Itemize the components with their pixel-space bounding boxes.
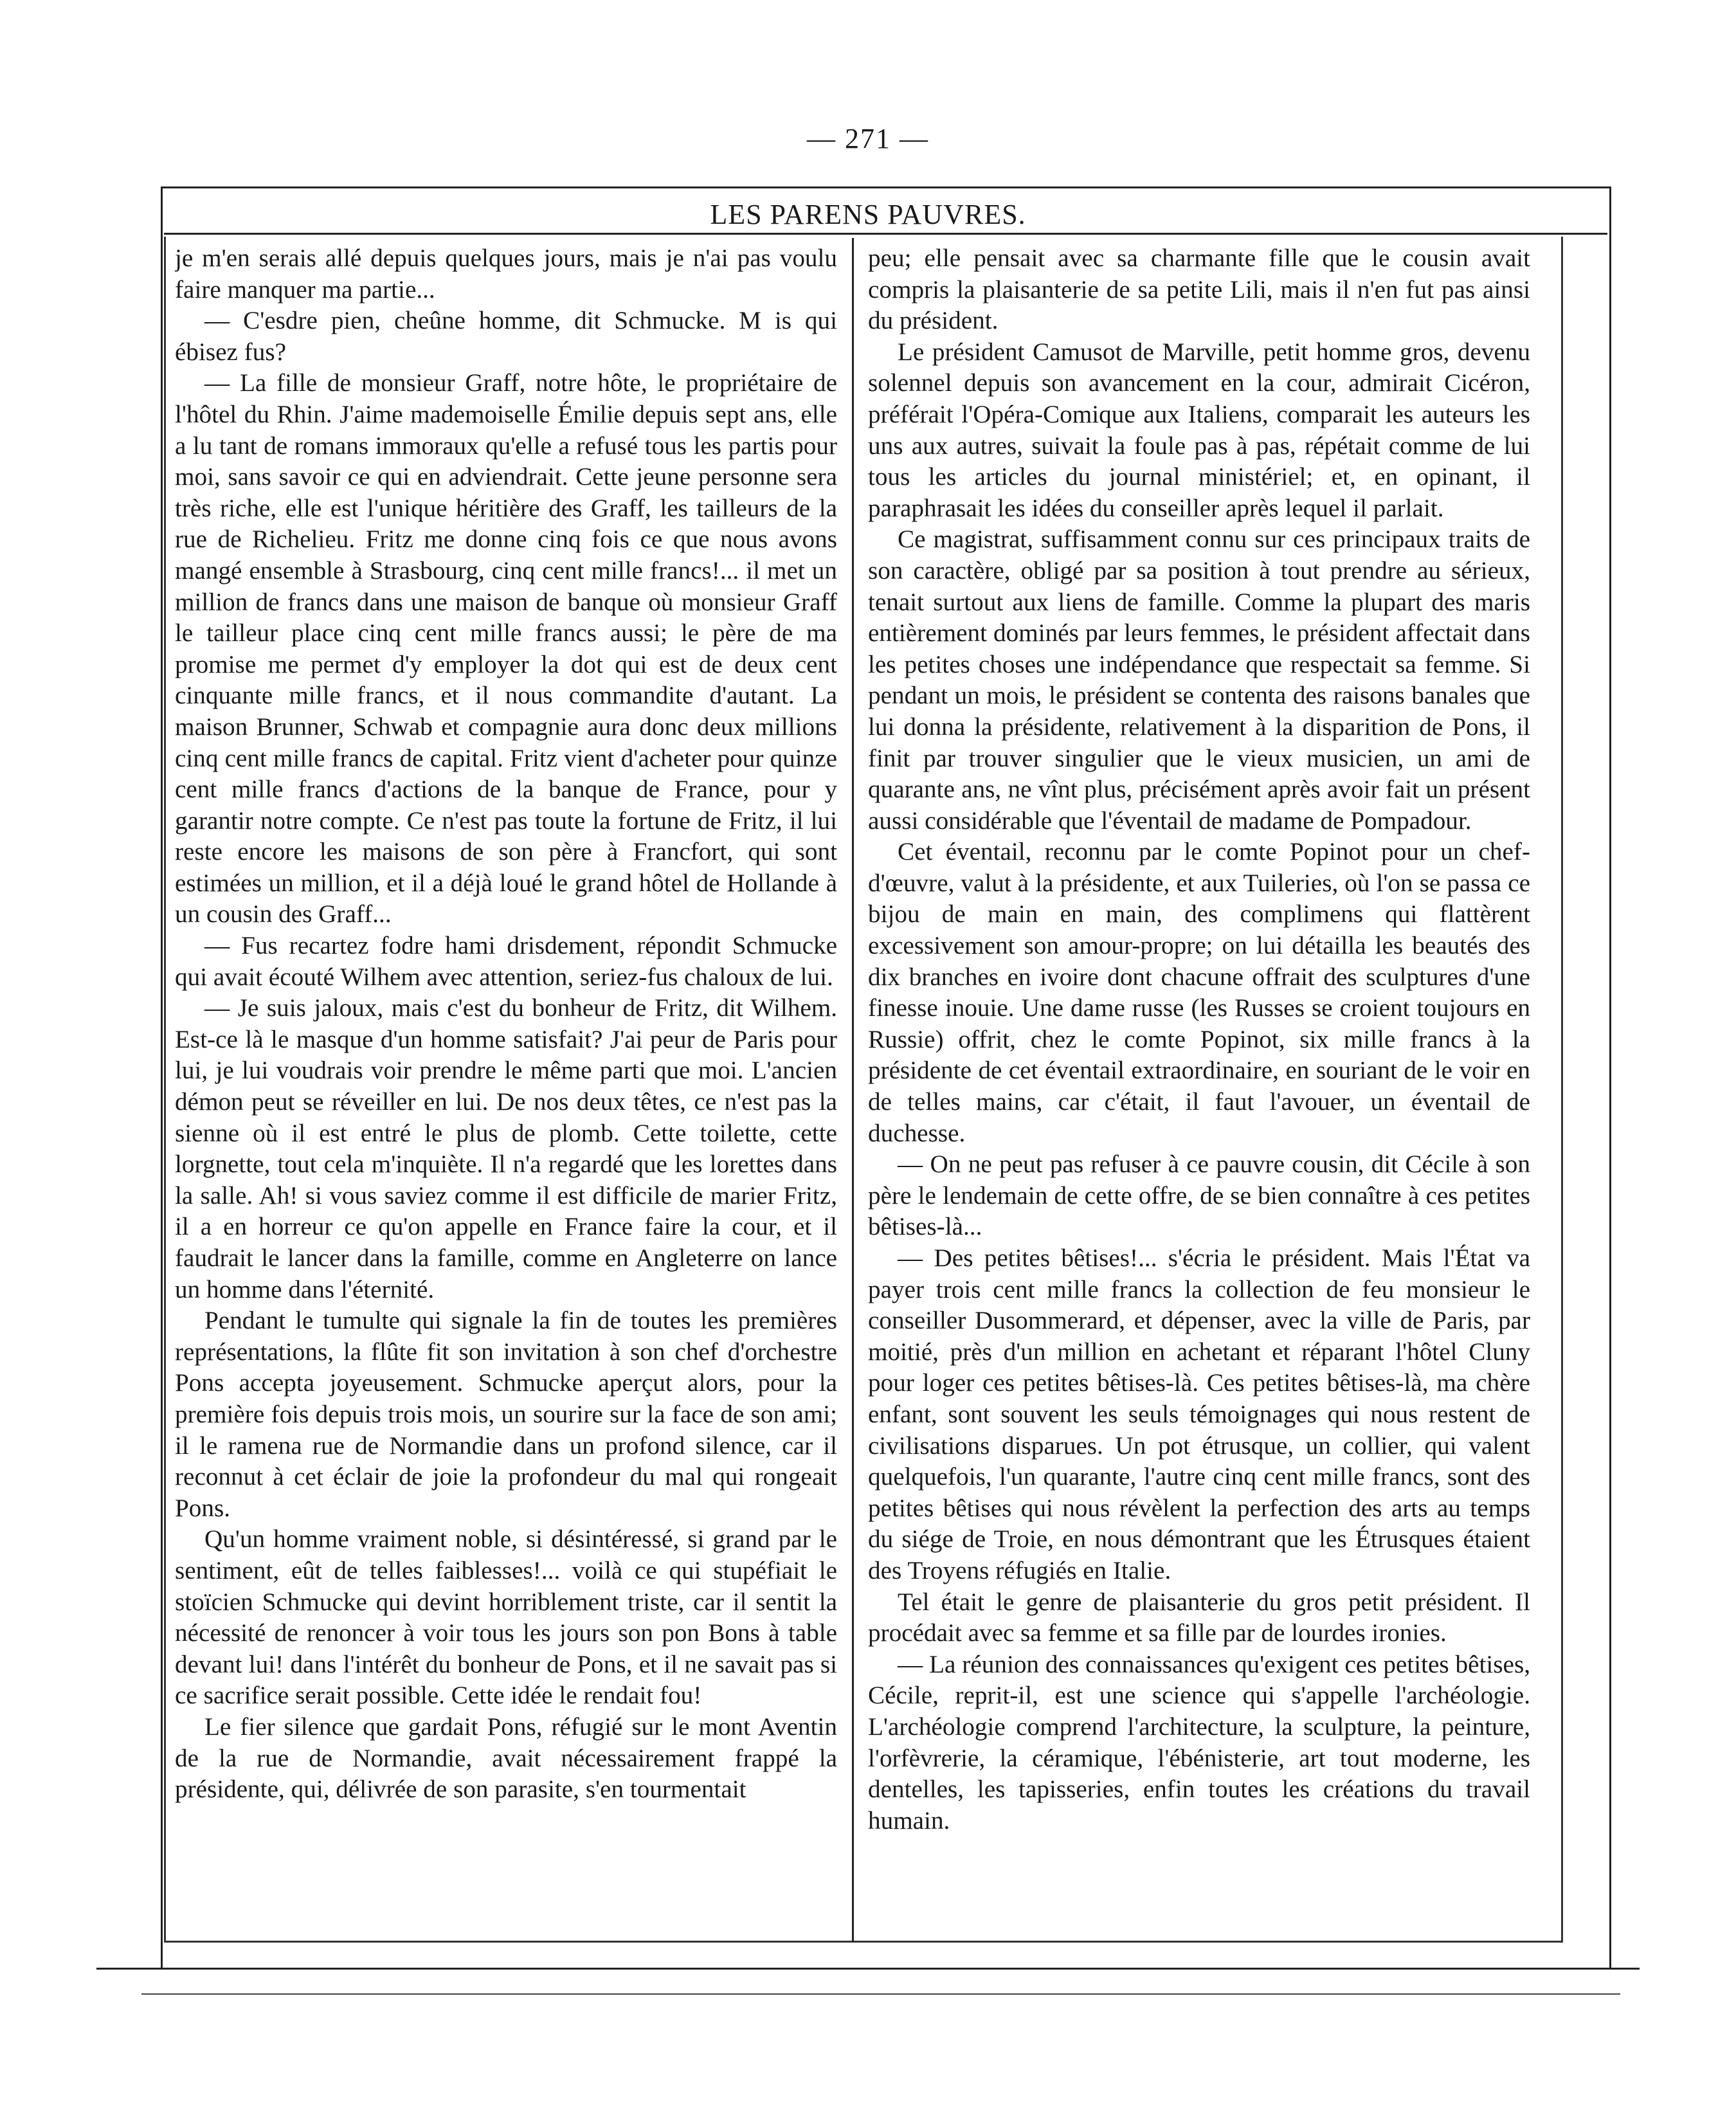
paragraph: — La réunion des connaissances qu'exigent ces petites bêtises, Cécile, reprit-il, est une science qui s'appelle l'archéologie. L'archéologie comprend l'architecture, la sculpture, la peinture, l'orfèvrerie, la céramique, l'ébénisterie, art tout moderne, les dentelles, les tapisseries, enfin toutes les créations du travail humain.	[868, 1650, 1530, 1835]
bottom-rule-secondary	[141, 1993, 1620, 1995]
bottom-rule	[96, 1968, 1640, 1970]
paragraph: Pendant le tumulte qui signale la fin de toutes les premières représentations, la flûte fit son invitation à son chef d'orchestre Pons accepta joyeusement. Schmucke aperçut alors, pour la première fois depuis trois mois, un sourire sur la face de son ami; il le ramena rue de Normandie dans un profond silence, car il reconnut à cet éclair de joie la profondeur du mal qui rongeait Pons.	[175, 1307, 837, 1522]
paragraph: Cet éventail, reconnu par le comte Popinot pour un chef-d'œuvre, valut à la présidente, et aux Tuileries, où l'on se passa ce bijou de main en main, des complimens qui flattèrent excessivement son amour-propre; on lui détailla les beautés des dix branches en ivoire dont chacune offrait des sculptures d'une finesse inouie. Une dame russe (les Russes se croient toujours en Russie) offrit, chez le comte Popinot, six mille francs à la présidente de cet éventail extraordinaire, en souriant de le voir en de telles mains, car c'était, il faut l'avouer, un éventail de duchesse.	[868, 838, 1530, 1147]
paragraph: je m'en serais allé depuis quelques jours, mais je n'ai pas voulu faire manquer ma partie...	[175, 244, 837, 304]
paragraph: Qu'un homme vraiment noble, si désintéressé, si grand par le sentiment, eût de telles faiblesses!... voilà ce qui stupéfiait le stoïcien Schmucke qui devint horriblement triste, car il sentit la nécessité de renoncer à voir tous les jours son pon Bons à table devant lui! dans l'intérêt du bonheur de Pons, et il ne savait pas si ce sacrifice serait possible. Cette idée le rendait fou!	[175, 1525, 837, 1710]
page-number: — 271 —	[807, 123, 929, 154]
paragraph: — Je suis jaloux, mais c'est du bonheur de Fritz, dit Wilhem. Est-ce là le masque d'un homme satisfait? J'ai peur de Paris pour lui, je lui voudrais voir prendre le même parti que moi. L'ancien démon peut se réveiller en lui. De nos deux têtes, ce n'est pas la sienne où il est entré le plus de plomb. Cette toilette, cette lorgnette, tout cela m'inquiète. Il n'a regardé que les lorettes dans la salle. Ah! si vous saviez comme il est difficile de marier Fritz, il a en horreur ce qu'on appelle en France faire la cour, et il faudrait le lancer dans la famille, comme en Angleterre on lance un homme dans l'éternité.	[175, 994, 837, 1303]
paragraph: — On ne peut pas refuser à ce pauvre cousin, dit Cécile à son père le lendemain de cette offre, de se bien connaître à ces petites bêtises-là...	[868, 1150, 1530, 1241]
right-column	[868, 243, 1530, 1941]
paragraph: — Des petites bêtises!... s'écria le président. Mais l'État va payer trois cent mille francs la collection de feu monsieur le conseiller Dusommerard, et dépenser, avec la ville de Paris, par moitié, près d'un million en achetant et réparant l'hôtel Cluny pour loger ces petites bêtises-là. Ces petites bêtises-là, ma chère enfant, sont souvent les seuls témoignages qui nous restent de civilisations disparues. Un pot étrusque, un collier, qui valent quelquefois, l'un quarante, l'autre cinq cent mille francs, sont des petites bêtises qui nous révèlent la perfection des arts au temps du siége de Troie, en nous démontrant que les Étrusques étaient des Troyens réfugiés en Italie.	[868, 1244, 1530, 1584]
paragraph: — C'esdre pien, cheûne homme, dit Schmucke. M is qui ébisez fus?	[175, 307, 837, 366]
column-divider	[852, 238, 854, 1942]
running-head: LES PARENS PAUVRES.	[710, 199, 1026, 230]
paragraph: peu; elle pensait avec sa charmante fille que le cousin avait compris la plaisanterie de sa petite Lili, mais il n'en fut pas ainsi du président.	[868, 244, 1530, 335]
paragraph: — Fus recartez fodre hami drisdement, répondit Schmucke qui avait écouté Wilhem avec attention, seriez-fus chaloux de lui.	[175, 932, 837, 991]
head-rule	[164, 233, 1607, 235]
paragraph: Le fier silence que gardait Pons, réfugié sur le mont Aventin de la rue de Normandie, avait nécessairement frappé la présidente, qui, délivrée de son parasite, s'en tourmentait	[175, 1712, 837, 1804]
paragraph: — La fille de monsieur Graff, notre hôte, le propriétaire de l'hôtel du Rhin. J'aime mademoiselle Émilie depuis sept ans, elle a lu tant de romans immoraux qu'elle a refusé tous les partis pour moi, sans savoir ce qui en adviendrait. Cette jeune personne sera très riche, elle est l'unique héritière des Graff, les tailleurs de la rue de Richelieu. Fritz me donne cinq fois ce que nous avons mangé ensemble à Strasbourg, cinq cent mille francs!... il met un million de francs dans une maison de banque où monsieur Graff le tailleur place cinq cent mille francs aussi; le père de ma promise me permet d'y employer la dot qui est de deux cent cinquante mille francs, et il nous commandite d'autant. La maison Brunner, Schwab et compagnie aura donc deux millions cinq cent mille francs de capital. Fritz vient d'acheter pour quinze cent mille francs d'actions de la banque de France, pour y garantir notre compte. Ce n'est pas toute la fortune de Fritz, il lui reste encore les maisons de son père à Francfort, qui sont estimées un million, et il a déjà loué le grand hôtel de Hollande à un cousin des Graff...	[175, 369, 837, 929]
paragraph: Le président Camusot de Marville, petit homme gros, devenu solennel depuis son avancement en la cour, admirait Cicéron, préférait l'Opéra-Comique aux Italiens, comparait les auteurs les uns aux autres, suivait la foule pas à pas, répétait comme de lui tous les articles du journal ministériel; et, en opinant, il paraphrasait les idées du conseiller après lequel il parlait.	[868, 338, 1530, 522]
left-column	[175, 243, 837, 1941]
paragraph: Ce magistrat, suffisamment connu sur ces principaux traits de son caractère, obligé par sa position à tout prendre au sérieux, tenait surtout aux liens de famille. Comme la plupart des maris entièrement dominés par leurs femmes, le président affectait dans les petites choses une indépendance que respectait sa femme. Si pendant un mois, le président se contenta des raisons banales que lui donna la présidente, relativement à la disparition de Pons, il finit par trouver singulier que le vieux musicien, un ami de quarante ans, ne vînt plus, précisément après avoir fait un présent aussi considérable que l'éventail de madame de Pompadour.	[868, 525, 1530, 835]
paragraph: Tel était le genre de plaisanterie du gros petit président. Il procédait avec sa femme et sa fille par de lourdes ironies.	[868, 1588, 1530, 1647]
